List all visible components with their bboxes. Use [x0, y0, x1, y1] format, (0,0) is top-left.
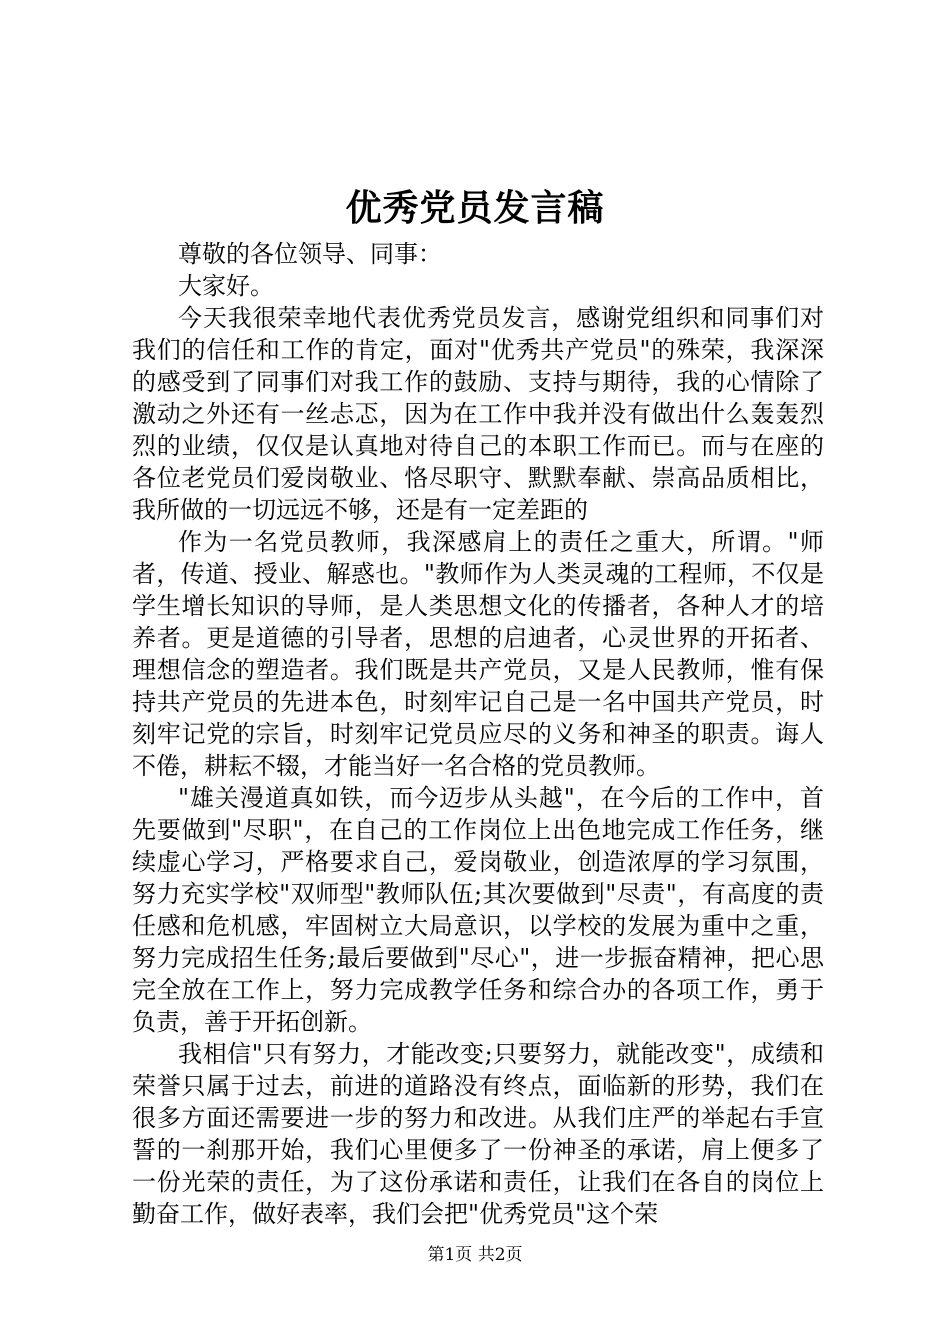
document-title: 优秀党员发言稿 [345, 187, 605, 229]
body-paragraph-2: 作为一名党员教师，我深感肩上的责任之重大，所谓。"师者，传道、授业、解惑也。"教师作为人类灵魂的工程师，不仅是学生增长知识的导师，是人类思想文化的传播者，各种人才的培养者。更是道德的引导者，思想的启迪者，心灵世界的开拓者、理想信念的塑造者。我们既是共产党员，又是人民教师，惟有保持共产党员的先进本色，时刻牢记自己是一名中国共产党员，时刻牢记党的宗旨，时刻牢记党员应尽的义务和神圣的职责。诲人不倦，耕耘不辍，才能当好一名合格的党员教师。 [132, 528, 824, 780]
greeting-paragraph: 大家好。 [178, 272, 274, 300]
document-body [132, 238, 824, 1230]
page-number-footer: 第1页 共2页 [427, 1245, 523, 1265]
body-paragraph-1: 今天我很荣幸地代表优秀党员发言，感谢党组织和同事们对我们的信任和工作的肯定，面对"优秀共产党员"的殊荣，我深深的感受到了同事们对我工作的鼓励、支持与期待，我的心情除了激动之外还有一丝忐忑，因为在工作中我并没有做出什么轰轰烈烈的业绩，仅仅是认真地对待自己的本职工作而已。而与在座的各位老党员们爱岗敬业、恪尽职守、默默奉献、崇高品质相比，我所做的一切远远不够，还是有一定差距的 [132, 304, 824, 524]
salutation-paragraph: 尊敬的各位领导、同事： [178, 240, 442, 268]
body-paragraph-3: "雄关漫道真如铁，而今迈步从头越"，在今后的工作中，首先要做到"尽职"，在自己的工作岗位上出色地完成工作任务，继续虚心学习，严格要求自己，爱岗敬业，创造浓厚的学习氛围，努力充实学校"双师型"教师队伍;其次要做到"尽责"，有高度的责任感和危机感，牢固树立大局意识，以学校的发展为重中之重，努力完成招生任务;最后要做到"尽心"，进一步振奋精神，把心思完全放在工作上，努力完成教学任务和综合办的各项工作，勇于负责，善于开拓创新。 [132, 784, 824, 1036]
body-paragraph-4: 我相信"只有努力，才能改变;只要努力，就能改变"，成绩和荣誉只属于过去，前进的道路没有终点，面临新的形势，我们在很多方面还需要进一步的努力和改进。从我们庄严的举起右手宣誓的一刹那开始，我们心里便多了一份神圣的承诺，肩上便多了一份光荣的责任，为了这份承诺和责任，让我们在各自的岗位上勤奋工作，做好表率，我们会把"优秀党员"这个荣 [132, 1040, 824, 1228]
